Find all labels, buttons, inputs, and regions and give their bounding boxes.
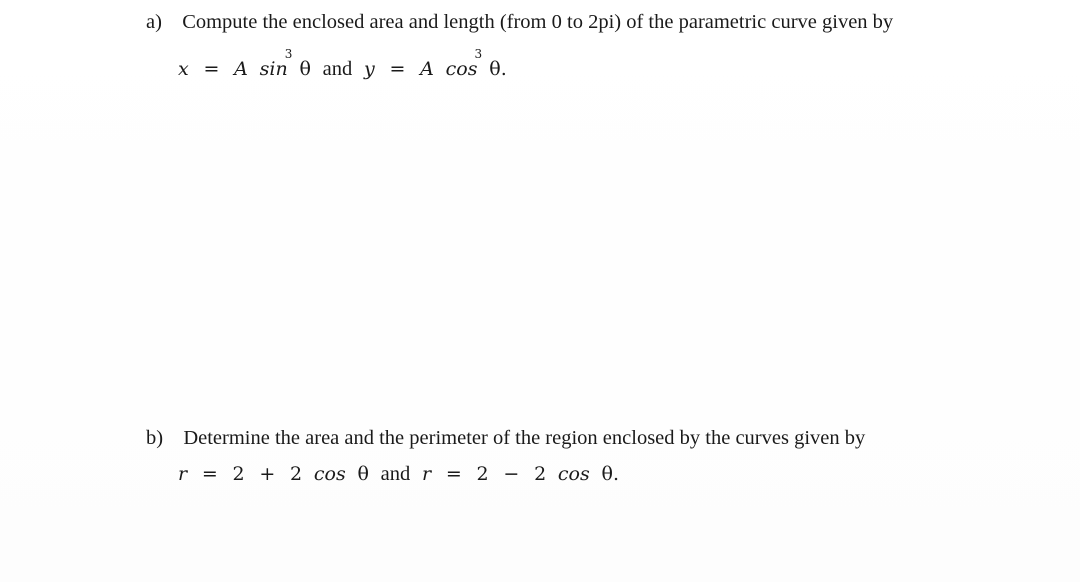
eq-b-const-1: 2 bbox=[232, 463, 245, 485]
eq-a-y: y bbox=[364, 58, 375, 80]
eq-a-coef-2: A bbox=[420, 58, 434, 80]
eq-b-minus: − bbox=[503, 463, 520, 485]
problem-b-label: b) bbox=[146, 427, 164, 449]
eq-b-r-1: r bbox=[178, 463, 188, 485]
problem-b-statement bbox=[146, 427, 865, 450]
problem-a-statement bbox=[146, 11, 893, 34]
eq-a-exponent-2: 3 bbox=[474, 47, 483, 61]
eq-a-equals-2: = bbox=[389, 58, 406, 80]
problem-a-label: a) bbox=[146, 11, 162, 33]
eq-b-const-2: 2 bbox=[476, 463, 489, 485]
eq-a-theta-1: θ bbox=[299, 58, 311, 80]
eq-a-and: and bbox=[322, 58, 353, 80]
eq-a-equals-1: = bbox=[203, 58, 220, 80]
problem-b-equation bbox=[178, 464, 619, 485]
eq-b-cos-1: cos bbox=[313, 463, 346, 485]
eq-a-theta-2: θ. bbox=[489, 58, 507, 80]
problem-a-equation bbox=[178, 47, 507, 80]
eq-a-coef-1: A bbox=[234, 58, 248, 80]
eq-a-sin: sin bbox=[259, 58, 288, 80]
eq-b-and: and bbox=[380, 463, 411, 485]
eq-b-equals-2: = bbox=[445, 463, 462, 485]
eq-b-theta-1: θ bbox=[357, 463, 369, 485]
eq-a-exponent-1: 3 bbox=[284, 47, 293, 61]
eq-b-plus: + bbox=[259, 463, 276, 485]
eq-b-r-2: r bbox=[422, 463, 432, 485]
eq-a-x: x bbox=[178, 58, 189, 80]
eq-b-cos-2: cos bbox=[557, 463, 590, 485]
problem-b-text: Determine the area and the perimeter of the region enclosed by the curves given by bbox=[183, 427, 866, 449]
eq-b-coef-1: 2 bbox=[290, 463, 303, 485]
eq-b-theta-2: θ. bbox=[601, 463, 619, 485]
eq-b-equals-1: = bbox=[201, 463, 218, 485]
problem-a-text: Compute the enclosed area and length (from 0 to 2pi) of the parametric curve given by bbox=[182, 11, 894, 33]
eq-a-cos: cos bbox=[445, 58, 478, 80]
eq-b-coef-2: 2 bbox=[534, 463, 547, 485]
